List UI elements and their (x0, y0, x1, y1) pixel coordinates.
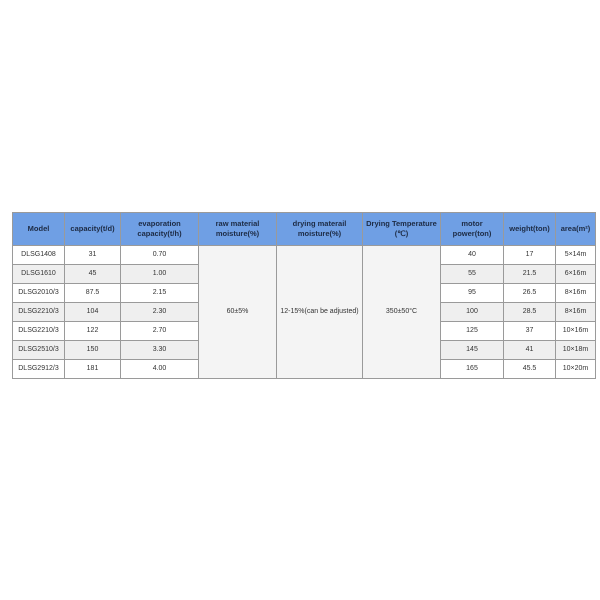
header-row (13, 213, 596, 246)
cell-evaporation: 2.30 (121, 303, 199, 322)
spec-table (12, 212, 596, 379)
cell-model: DLSG1408 (13, 246, 65, 265)
header-raw-material-moisture: raw material moisture(%) (199, 213, 277, 246)
cell-model: DLSG2510/3 (13, 341, 65, 360)
cell-motor-power: 55 (441, 265, 504, 284)
cell-area: 5×14m (556, 246, 596, 265)
cell-motor-power: 125 (441, 322, 504, 341)
cell-evaporation: 1.00 (121, 265, 199, 284)
cell-capacity: 104 (65, 303, 121, 322)
cell-evaporation: 3.30 (121, 341, 199, 360)
cell-area: 10×18m (556, 341, 596, 360)
cell-weight: 26.5 (504, 284, 556, 303)
cell-area: 10×20m (556, 360, 596, 379)
cell-model: DLSG2210/3 (13, 322, 65, 341)
cell-capacity: 45 (65, 265, 121, 284)
cell-model: DLSG2912/3 (13, 360, 65, 379)
cell-motor-power: 165 (441, 360, 504, 379)
header-weight: weight(ton) (504, 213, 556, 246)
cell-capacity: 122 (65, 322, 121, 341)
cell-weight: 21.5 (504, 265, 556, 284)
cell-raw-moisture: 60±5% (199, 246, 277, 379)
header-area: area(m²) (556, 213, 596, 246)
cell-evaporation: 2.70 (121, 322, 199, 341)
cell-model: DLSG2210/3 (13, 303, 65, 322)
cell-motor-power: 40 (441, 246, 504, 265)
cell-motor-power: 100 (441, 303, 504, 322)
cell-area: 10×16m (556, 322, 596, 341)
cell-dried-moisture: 12-15%(can be adjusted) (277, 246, 363, 379)
header-evaporation-capacity: evaporation capacity(t/h) (121, 213, 199, 246)
cell-weight: 28.5 (504, 303, 556, 322)
cell-weight: 41 (504, 341, 556, 360)
cell-area: 8×16m (556, 284, 596, 303)
cell-area: 8×16m (556, 303, 596, 322)
cell-capacity: 150 (65, 341, 121, 360)
cell-evaporation: 0.70 (121, 246, 199, 265)
header-motor-power: motor power(ton) (441, 213, 504, 246)
header-model: Model (13, 213, 65, 246)
cell-weight: 17 (504, 246, 556, 265)
cell-model: DLSG1610 (13, 265, 65, 284)
cell-area: 6×16m (556, 265, 596, 284)
cell-model: DLSG2010/3 (13, 284, 65, 303)
cell-motor-power: 145 (441, 341, 504, 360)
cell-weight: 37 (504, 322, 556, 341)
cell-motor-power: 95 (441, 284, 504, 303)
cell-evaporation: 2.15 (121, 284, 199, 303)
cell-drying-temperature: 350±50°C (363, 246, 441, 379)
header-drying-material-moisture: drying materail moisture(%) (277, 213, 363, 246)
table-row (13, 246, 596, 265)
header-drying-temperature: Drying Temperature (℃) (363, 213, 441, 246)
cell-capacity: 31 (65, 246, 121, 265)
cell-evaporation: 4.00 (121, 360, 199, 379)
cell-capacity: 181 (65, 360, 121, 379)
cell-capacity: 87.5 (65, 284, 121, 303)
cell-weight: 45.5 (504, 360, 556, 379)
header-capacity: capacity(t/d) (65, 213, 121, 246)
